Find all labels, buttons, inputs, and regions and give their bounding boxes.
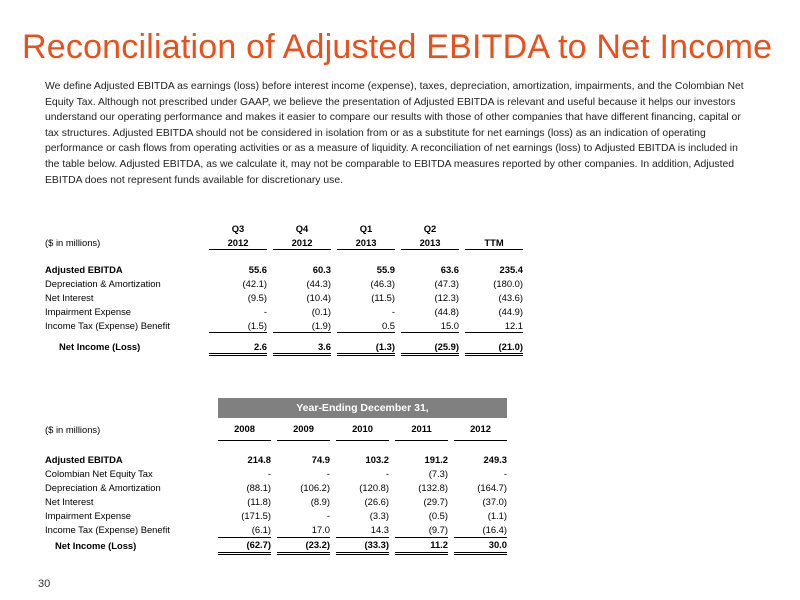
row-label: Net Interest bbox=[45, 291, 94, 303]
page-title: Reconciliation of Adjusted EBITDA to Net Income bbox=[22, 28, 773, 66]
row-label: Impairment Expense bbox=[45, 305, 131, 317]
row-label: Adjusted EBITDA bbox=[45, 263, 123, 275]
quarterly-reconciliation-table bbox=[45, 221, 523, 356]
cell-value: (29.7) bbox=[423, 496, 448, 507]
year-ending-banner: Year-Ending December 31, bbox=[218, 398, 507, 418]
cell-value: (33.3) bbox=[336, 537, 389, 553]
column-header: 2012 bbox=[273, 235, 331, 250]
cell-value: 12.1 bbox=[465, 318, 523, 333]
row-label: Depreciation & Amortization bbox=[45, 277, 161, 289]
cell-value: (8.9) bbox=[310, 496, 330, 507]
cell-value: (37.0) bbox=[482, 496, 507, 507]
column-header: 2008 bbox=[218, 418, 271, 440]
cell-value: - bbox=[263, 305, 267, 317]
cell-value: (26.6) bbox=[364, 496, 389, 507]
yearly-reconciliation-table bbox=[45, 398, 507, 555]
cell-value: (62.7) bbox=[218, 537, 271, 553]
column-header: 2013 bbox=[337, 235, 395, 250]
cell-value: (12.3) bbox=[434, 291, 459, 303]
cell-value: (44.8) bbox=[434, 305, 459, 317]
row-label: Impairment Expense bbox=[45, 510, 131, 521]
table-row bbox=[45, 276, 523, 290]
cell-value: (44.9) bbox=[498, 305, 523, 317]
units-label: ($ in millions) bbox=[45, 423, 101, 435]
column-header: TTM bbox=[465, 235, 523, 250]
table-row bbox=[45, 290, 523, 304]
cell-value: (171.5) bbox=[241, 510, 271, 521]
cell-value: (46.3) bbox=[370, 277, 395, 289]
table-row bbox=[45, 509, 507, 523]
row-label: Income Tax (Expense) Benefit bbox=[45, 524, 170, 536]
column-header-top bbox=[465, 221, 523, 235]
cell-value: (6.1) bbox=[218, 523, 271, 538]
cell-value: (47.3) bbox=[434, 277, 459, 289]
units-label: ($ in millions) bbox=[45, 236, 101, 248]
cell-value: 235.4 bbox=[499, 263, 523, 275]
cell-value: (23.2) bbox=[277, 537, 330, 553]
cell-value: - bbox=[326, 468, 330, 479]
cell-value: (1.1) bbox=[487, 510, 507, 521]
column-header: 2009 bbox=[277, 418, 330, 440]
header-row-top bbox=[45, 221, 523, 235]
cell-value: 55.6 bbox=[248, 263, 267, 275]
column-header: 2010 bbox=[336, 418, 389, 440]
cell-value: 14.3 bbox=[336, 523, 389, 538]
column-header: 2012 bbox=[454, 418, 507, 440]
cell-value: (25.9) bbox=[401, 339, 459, 355]
cell-value: (43.6) bbox=[498, 291, 523, 303]
cell-value: (7.3) bbox=[428, 468, 448, 479]
cell-value: (180.0) bbox=[493, 277, 523, 289]
table-row bbox=[45, 304, 523, 318]
cell-value: (9.7) bbox=[395, 523, 448, 538]
cell-value: 55.9 bbox=[376, 263, 395, 275]
column-header: 2012 bbox=[209, 235, 267, 250]
cell-value: 0.5 bbox=[337, 318, 395, 333]
cell-value: (164.7) bbox=[477, 482, 507, 493]
row-label: Depreciation & Amortization bbox=[45, 482, 161, 493]
cell-value: - bbox=[503, 468, 507, 479]
column-header-top: Q4 bbox=[295, 222, 309, 234]
cell-value: 30.0 bbox=[454, 537, 507, 553]
table-row bbox=[45, 523, 507, 538]
cell-value: - bbox=[385, 468, 389, 479]
cell-value: 191.2 bbox=[424, 454, 448, 465]
cell-value: 2.6 bbox=[209, 339, 267, 355]
cell-value: 74.9 bbox=[311, 454, 330, 465]
column-header-top: Q3 bbox=[231, 222, 245, 234]
cell-value: (21.0) bbox=[465, 339, 523, 355]
table-row bbox=[45, 495, 507, 509]
column-header: 2011 bbox=[395, 418, 448, 440]
row-label: Net Income (Loss) bbox=[55, 539, 137, 551]
total-row bbox=[45, 537, 507, 553]
column-header-top: Q2 bbox=[423, 222, 437, 234]
cell-value: 60.3 bbox=[312, 263, 331, 275]
cell-value: (11.8) bbox=[247, 496, 271, 507]
table-row bbox=[45, 262, 523, 276]
column-header: 2013 bbox=[401, 235, 459, 250]
header-row bbox=[45, 418, 507, 440]
page-number: 30 bbox=[38, 578, 51, 590]
table-row bbox=[45, 481, 507, 495]
row-label: Net Interest bbox=[45, 496, 94, 507]
row-label: Adjusted EBITDA bbox=[45, 454, 123, 465]
cell-value: (44.3) bbox=[306, 277, 331, 289]
table-row bbox=[45, 453, 507, 467]
cell-value: 15.0 bbox=[401, 318, 459, 333]
table-row bbox=[45, 318, 523, 333]
header-row-bottom bbox=[45, 235, 523, 250]
cell-value: (11.5) bbox=[371, 291, 395, 303]
cell-value: (1.5) bbox=[209, 318, 267, 333]
cell-value: 214.8 bbox=[247, 454, 271, 465]
cell-value: - bbox=[391, 305, 395, 317]
cell-value: (88.1) bbox=[246, 482, 271, 493]
intro-paragraph: We define Adjusted EBITDA as earnings (loss) before interest income (expense), taxes, depreciation, amortization, impairments, and the Colombian Net Equity Tax. Although not prescribed under GAAP, we believe the presentation of Adjusted EBITDA is relevant and useful because it helps our investors understand our operating performance and makes it easier to compare our results with those of other companies that have different financing, capital or tax structures. Adjusted EBITDA should not be considered in isolation from or as a substitute for net earnings (loss) as an indication of operating performance or cash flows from operating activities or as a measure of liquidity. A reconciliation of net earnings (loss) to Adjusted EBITDA is included in the table below. Adjusted EBITDA, as we calculate it, may not be comparable to EBITDA measures reported by other companies. In addition, Adjusted EBITDA does not represent funds available for discretionary use. bbox=[45, 81, 744, 186]
row-label: Colombian Net Equity Tax bbox=[45, 468, 153, 479]
cell-value: (120.8) bbox=[359, 482, 389, 493]
cell-value: 3.6 bbox=[273, 339, 331, 355]
cell-value: (10.4) bbox=[306, 291, 331, 303]
banner-row bbox=[45, 398, 507, 418]
cell-value: (42.1) bbox=[242, 277, 267, 289]
cell-value: 11.2 bbox=[395, 537, 448, 553]
cell-value: (1.3) bbox=[337, 339, 395, 355]
cell-value: (3.3) bbox=[369, 510, 389, 521]
cell-value: 103.2 bbox=[365, 454, 389, 465]
cell-value: (0.5) bbox=[428, 510, 448, 521]
cell-value: (1.9) bbox=[273, 318, 331, 333]
column-header-top: Q1 bbox=[359, 222, 373, 234]
cell-value: (106.2) bbox=[300, 482, 330, 493]
row-label: Income Tax (Expense) Benefit bbox=[45, 319, 170, 331]
cell-value: - bbox=[267, 468, 271, 479]
cell-value: - bbox=[326, 510, 330, 521]
row-label: Net Income (Loss) bbox=[59, 341, 141, 353]
table-row bbox=[45, 467, 507, 481]
cell-value: (0.1) bbox=[311, 305, 331, 317]
cell-value: 249.3 bbox=[483, 454, 507, 465]
cell-value: 63.6 bbox=[440, 263, 459, 275]
cell-value: 17.0 bbox=[277, 523, 330, 538]
cell-value: (9.5) bbox=[247, 291, 267, 303]
cell-value: (16.4) bbox=[454, 523, 507, 538]
total-row bbox=[45, 339, 523, 355]
cell-value: (132.8) bbox=[418, 482, 448, 493]
